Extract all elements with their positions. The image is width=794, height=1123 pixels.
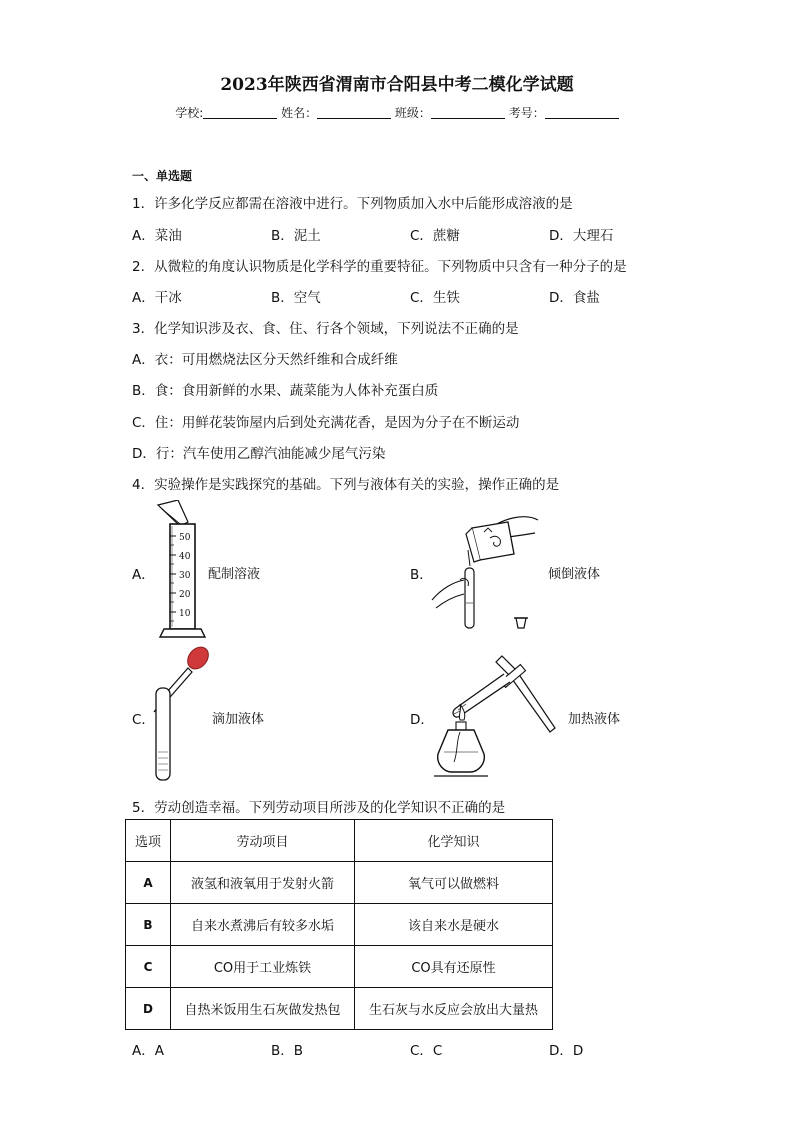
table-cell: 自热米饭用生石灰做发热包 xyxy=(171,988,355,1030)
q1-option-b[interactable]: B．泥土 xyxy=(271,228,321,244)
table-cell: CO具有还原性 xyxy=(355,946,553,988)
q4-option-c-caption: 滴加液体 xyxy=(212,712,265,727)
q4-option-d-caption: 加热液体 xyxy=(568,712,621,727)
table-cell: C xyxy=(126,946,171,988)
q1-option-c[interactable]: C．蔗糖 xyxy=(410,228,460,244)
name-blank[interactable] xyxy=(317,106,391,119)
q2-option-c[interactable]: C．生铁 xyxy=(410,290,460,306)
school-label: 学校: xyxy=(175,106,204,120)
table-cell: 该自来水是硬水 xyxy=(355,904,553,946)
question-1-stem: 1．许多化学反应都需在溶液中进行。下列物质加入水中后能形成溶液的是 xyxy=(132,196,573,212)
section-title: 一、单选题 xyxy=(132,169,193,183)
cylinder-tick-40: 40 xyxy=(179,552,191,562)
question-5-stem: 5．劳动创造幸福。下列劳动项目所涉及的化学知识不正确的是 xyxy=(132,800,506,816)
table-cell: 液氢和液氧用于发射火箭 xyxy=(171,862,355,904)
q2-option-d[interactable]: D．食盐 xyxy=(549,290,600,306)
q4-option-b[interactable]: B． xyxy=(410,567,433,583)
name-label: 姓名： xyxy=(281,106,318,120)
cylinder-tick-30: 30 xyxy=(179,571,191,581)
table-header-cell: 化学知识 xyxy=(355,820,553,862)
question-4-stem: 4．实验操作是实践探究的基础。下列与液体有关的实验，操作正确的是 xyxy=(132,477,560,493)
cylinder-tick-10: 10 xyxy=(179,609,191,619)
q3-option-b[interactable]: B．食：食用新鲜的水果、蔬菜能为人体补充蛋白质 xyxy=(132,383,439,399)
q5-option-d[interactable]: D．D xyxy=(549,1043,584,1059)
q3-option-c[interactable]: C．住：用鲜花装饰屋内后到处充满花香，是因为分子在不断运动 xyxy=(132,415,520,431)
number-label: 考号： xyxy=(508,106,545,120)
q5-option-a[interactable]: A．A xyxy=(132,1043,164,1059)
q1-option-d[interactable]: D．大理石 xyxy=(549,228,614,244)
table-header-row xyxy=(126,820,553,862)
table-cell: 氧气可以做燃料 xyxy=(355,862,553,904)
page-title: 2023年陕西省渭南市合阳县中考二模化学试题 xyxy=(220,75,574,95)
table-header-cell: 选项 xyxy=(126,820,171,862)
heating-liquid-image xyxy=(430,648,565,783)
class-blank[interactable] xyxy=(431,106,505,119)
q4-option-c[interactable]: C． xyxy=(132,712,155,728)
q3-option-d[interactable]: D．行：汽车使用乙醇汽油能减少尾气污染 xyxy=(132,446,386,462)
table-row xyxy=(126,988,553,1030)
q2-option-a[interactable]: A．干冰 xyxy=(132,290,182,306)
q1-option-a[interactable]: A．菜油 xyxy=(132,228,182,244)
table-row xyxy=(126,862,553,904)
table-cell: D xyxy=(126,988,171,1030)
table-header-cell: 劳动项目 xyxy=(171,820,355,862)
table-row xyxy=(126,946,553,988)
dropper-image xyxy=(150,644,220,784)
q5-option-b[interactable]: B．B xyxy=(271,1043,304,1059)
number-blank[interactable] xyxy=(545,106,619,119)
q2-option-b[interactable]: B．空气 xyxy=(271,290,321,306)
table-cell: A xyxy=(126,862,171,904)
student-info-line xyxy=(0,104,794,121)
table-cell: 生石灰与水反应会放出大量热 xyxy=(355,988,553,1030)
cylinder-tick-50: 50 xyxy=(179,533,191,543)
graduated-cylinder-image xyxy=(150,500,210,645)
cylinder-tick-20: 20 xyxy=(179,590,191,600)
table-cell: 自来水煮沸后有较多水垢 xyxy=(171,904,355,946)
q5-option-c[interactable]: C．C xyxy=(410,1043,443,1059)
q4-option-a-caption: 配制溶液 xyxy=(208,567,261,582)
q4-option-d[interactable]: D． xyxy=(410,712,434,728)
school-blank[interactable] xyxy=(203,106,277,119)
q3-option-a[interactable]: A．衣：可用燃烧法区分天然纤维和合成纤维 xyxy=(132,352,398,368)
q5-table xyxy=(125,819,553,1030)
class-label: 班级： xyxy=(394,106,431,120)
q4-option-b-caption: 倾倒液体 xyxy=(548,567,601,582)
question-2-stem: 2．从微粒的角度认识物质是化学科学的重要特征。下列物质中只含有一种分子的是 xyxy=(132,259,627,275)
question-3-stem: 3．化学知识涉及衣、食、住、行各个领域，下列说法不正确的是 xyxy=(132,321,519,337)
table-cell: B xyxy=(126,904,171,946)
table-cell: CO用于工业炼铁 xyxy=(171,946,355,988)
q4-option-a[interactable]: A． xyxy=(132,567,155,583)
pouring-liquid-image xyxy=(430,508,545,633)
table-row xyxy=(126,904,553,946)
